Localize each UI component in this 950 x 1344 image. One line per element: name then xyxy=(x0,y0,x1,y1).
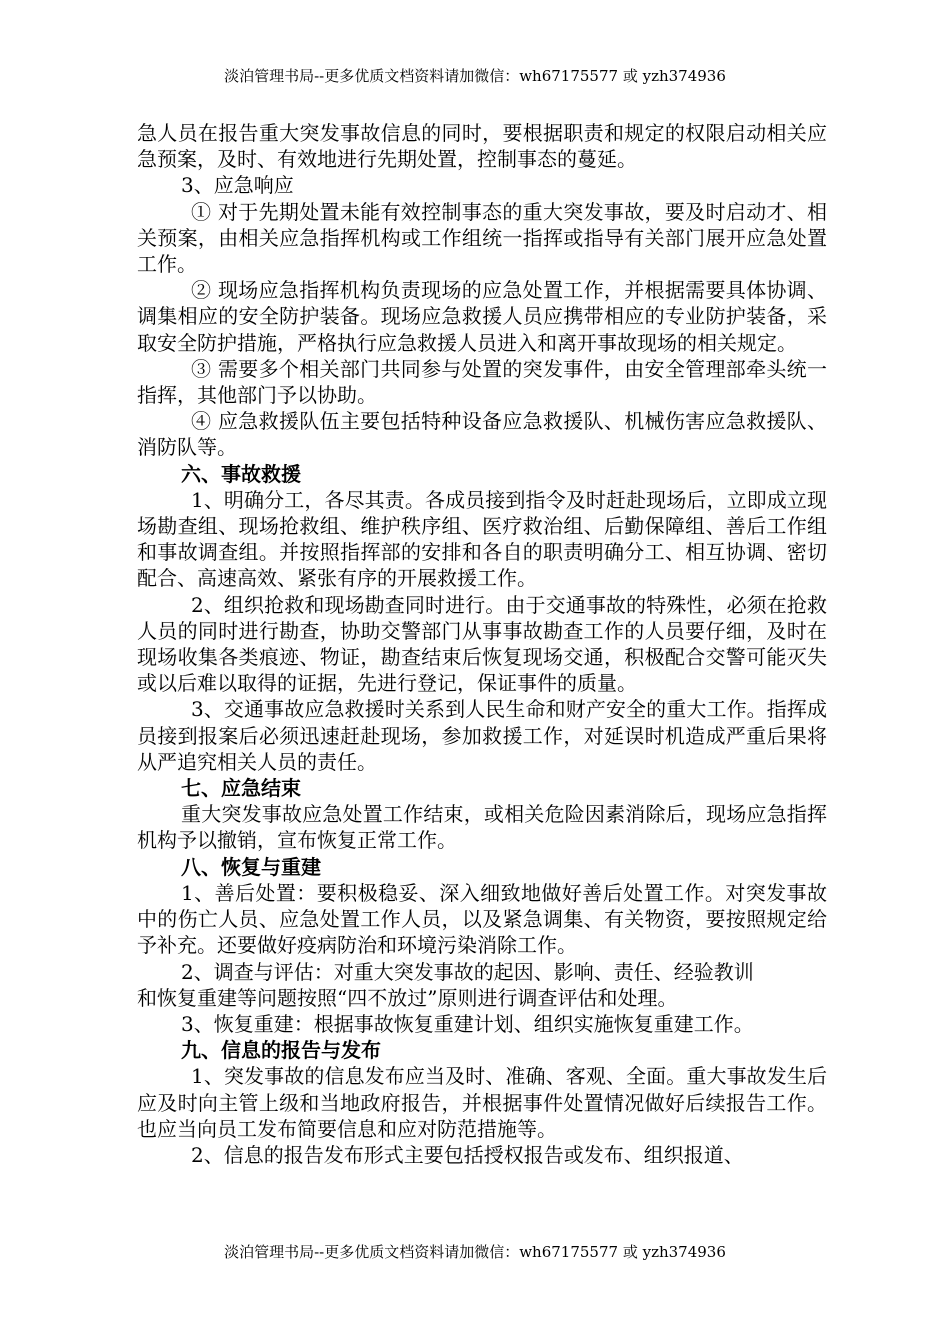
document-body xyxy=(137,120,827,1168)
paragraph: 1、明确分工，各尽其责。各成员接到指令及时赶赴现场后，立即成立现场勘查组、现场抢救组、维护秩序组、医疗救治组、后勤保障组、善后工作组和事故调查组。并按照指挥部的安排和各自的职责明确分工、相互协调、密切配合、高速高效、紧张有序的开展救援工作。 xyxy=(137,487,827,591)
paragraph: ① 对于先期处置未能有效控制事态的重大突发事故，要及时启动才、相关预案，由相关应急指挥机构或工作组统一指挥或指导有关部门展开应急处置工作。 xyxy=(137,199,827,277)
subsection-heading: 3、应急响应 xyxy=(181,173,294,198)
paragraph: 2、信息的报告发布形式主要包括授权报告或发布、组织报道、 xyxy=(191,1142,744,1167)
section-heading: 八、恢复与重建 xyxy=(181,854,321,879)
paragraph: 3、交通事故应急救援时关系到人民生命和财产安全的重大工作。指挥成员接到报案后必须迅速赶赴现场，参加救援工作，对延误时机造成严重后果将从严追究相关人员的责任。 xyxy=(137,697,827,774)
page-footer: 淡泊管理书局--更多优质文档资料请加微信：wh67175577 或 yzh374936 xyxy=(224,1243,726,1261)
page-header: 淡泊管理书局--更多优质文档资料请加微信：wh67175577 或 yzh374936 xyxy=(224,67,726,85)
paragraph: 1、突发事故的信息发布应当及时、准确、客观、全面。重大事故发生后应及时向主管上级和当地政府报告，并根据事件处置情况做好后续报告工作。也应当向员工发布简要信息和应对防范措施等。 xyxy=(137,1064,827,1141)
paragraph: 2、调查与评估：对重大突发事故的起因、影响、责任、经验教训 xyxy=(181,959,754,984)
paragraph: 1、善后处置：要积极稳妥、深入细致地做好善后处置工作。对突发事故中的伤亡人员、应急处置工作人员，以及紧急调集、有关物资，要按照规定给予补充。还要做好疫病防治和环境污染消除工作。 xyxy=(137,880,827,958)
paragraph: 2、组织抢救和现场勘查同时进行。由于交通事故的特殊性，必须在抢救人员的同时进行勘查，协助交警部门从事事故勘查工作的人员要仔细，及时在现场收集各类痕迹、物证，勘查结束后恢复现场交通，积极配合交警可能灭失或以后难以取得的证据，先进行登记，保证事件的质量。 xyxy=(137,592,827,696)
paragraph: 急人员在报告重大突发事故信息的同时，要根据职责和规定的权限启动相关应急预案，及时、有效地进行先期处置，控制事态的蔓延。 xyxy=(137,121,827,172)
paragraph: ④ 应急救援队伍主要包括特种设备应急救援队、机械伤害应急救援队、消防队等。 xyxy=(137,409,827,460)
section-heading: 七、应急结束 xyxy=(181,776,301,801)
paragraph: 重大突发事故应急处置工作结束，或相关危险因素消除后，现场应急指挥机构予以撤销，宣布恢复正常工作。 xyxy=(137,802,827,853)
section-heading: 九、信息的报告与发布 xyxy=(181,1038,381,1063)
paragraph: ③ 需要多个相关部门共同参与处置的突发事件，由安全管理部牵头统一指挥，其他部门予以协助。 xyxy=(137,356,827,408)
paragraph: ② 现场应急指挥机构负责现场的应急处置工作，并根据需要具体协调、调集相应的安全防护装备。现场应急救援人员应携带相应的专业防护装备，采取安全防护措施，严格执行应急救援人员进入和离开事故现场的相关规定。 xyxy=(137,278,827,355)
section-heading: 六、事故救援 xyxy=(181,461,301,486)
paragraph: 和恢复重建等问题按照“四不放过”原则进行调查评估和处理。 xyxy=(137,985,678,1010)
paragraph: 3、恢复重建：根据事故恢复重建计划、组织实施恢复重建工作。 xyxy=(181,1011,754,1036)
